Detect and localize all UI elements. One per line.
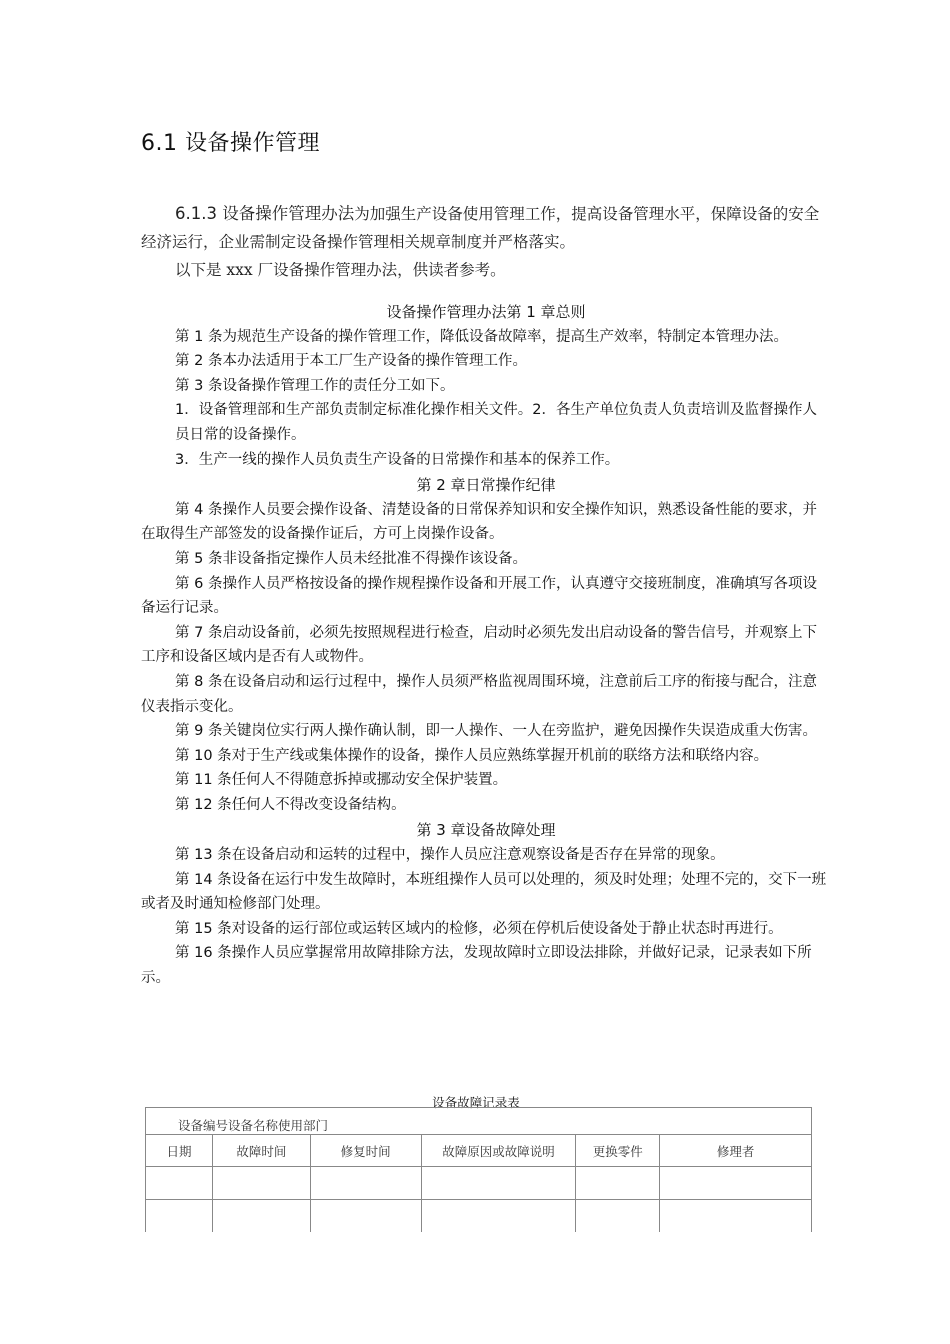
intro-text: 为加强生产设备使用管理工作，提高设备管理水平，保障设备的安全经济运行，企业需制定设备操作管理相关规章制度并严格落实。 <box>141 205 820 251</box>
header-fault-cause: 故障原因或故障说明 <box>421 1135 576 1167</box>
table-cell <box>310 1167 421 1200</box>
table-meta-cell: 设备编号设备名称使用部门 <box>146 1108 812 1135</box>
table-header-row <box>146 1135 812 1167</box>
table-cell <box>146 1167 213 1200</box>
table-meta-row <box>146 1108 812 1135</box>
article-13: 第 13 条在设备启动和运转的过程中，操作人员应注意观察设备是否存在异常的现象。 <box>175 847 725 864</box>
chapter-2-title: 第 2 章日常操作纪律 <box>416 476 556 495</box>
article-2: 第 2 条本办法适用于本工厂生产设备的操作管理工作。 <box>175 353 527 370</box>
article-7: 第 7 条启动设备前，必须先按照规程进行检查，启动时必须先发出启动设备的警告信号，并观察上下工序和设备区域内是否有人或物件。 <box>141 624 817 666</box>
regulation-body <box>141 299 831 991</box>
chapter-1-title: 设备操作管理办法第 1 章总则 <box>386 303 586 321</box>
table-row <box>146 1167 812 1200</box>
intro-block <box>141 200 831 284</box>
table-cell <box>212 1200 310 1233</box>
article-16: 第 16 条操作人员应掌握常用故障排除方法，发现故障时立即设法排除，并做好记录，记录表如下所示。 <box>141 945 812 987</box>
table-cell <box>576 1167 660 1200</box>
table-cell <box>576 1200 660 1233</box>
table-cell <box>660 1167 812 1200</box>
article-14: 第 14 条设备在运行中发生故障时，本班组操作人员可以处理的，须及时处理；处理不完的，交下一班或者及时通知检修部门处理。 <box>141 871 827 913</box>
header-date: 日期 <box>146 1135 213 1167</box>
article-4: 第 4 条操作人员要会操作设备、清楚设备的日常保养知识和安全操作知识，熟悉设备性能的要求，并在取得生产部签发的设备操作证后，方可上岗操作设备。 <box>141 501 817 543</box>
table-cell <box>421 1200 576 1233</box>
article-8: 第 8 条在设备启动和运行过程中，操作人员须严格监视周围环境，注意前后工序的衔接与配合，注意仪表指示变化。 <box>141 673 817 715</box>
table-caption: 设备故障记录表 <box>432 1095 520 1110</box>
article-3: 第 3 条设备操作管理工作的责任分工如下。 <box>175 377 455 394</box>
duty-item-3: 3．生产一线的操作人员负责生产设备的日常操作和基本的保养工作。 <box>175 451 620 468</box>
header-replaced-parts: 更换零件 <box>576 1135 660 1167</box>
article-15: 第 15 条对设备的运行部位或运转区域内的检修，必须在停机后使设备处于静止状态时再进行。 <box>175 920 783 937</box>
header-fault-time: 故障时间 <box>212 1135 310 1167</box>
table-cell <box>146 1200 213 1233</box>
article-5: 第 5 条非设备指定操作人员未经批准不得操作该设备。 <box>175 550 527 567</box>
article-10: 第 10 条对于生产线或集体操作的设备，操作人员应熟练掌握开机前的联络方法和联络内容。 <box>175 747 769 764</box>
intro-paragraph <box>141 200 831 256</box>
fault-record-table <box>145 1107 812 1232</box>
duty-item-1-2: 1．设备管理部和生产部负责制定标准化操作相关文件。2．各生产单位负责人负责培训及监督操作人员日常的设备操作。 <box>175 402 817 443</box>
header-repairer: 修理者 <box>660 1135 812 1167</box>
table-cell <box>212 1167 310 1200</box>
table-cell <box>310 1200 421 1233</box>
table-cell <box>660 1200 812 1233</box>
article-9: 第 9 条关键岗位实行两人操作确认制，即一人操作、一人在旁监护，避免因操作失误造成重大伤害。 <box>175 723 817 740</box>
article-1: 第 1 条为规范生产设备的操作管理工作，降低设备故障率，提高生产效率，特制定本管理办法。 <box>175 328 788 345</box>
article-6: 第 6 条操作人员严格按设备的操作规程操作设备和开展工作，认真遵守交接班制度，准确填写各项设备运行记录。 <box>141 575 817 617</box>
table-cell <box>421 1167 576 1200</box>
article-12: 第 12 条任何人不得改变设备结构。 <box>175 796 406 813</box>
intro-reference: 以下是 xxx 厂设备操作管理办法，供读者参考。 <box>175 261 506 279</box>
header-repair-time: 修复时间 <box>310 1135 421 1167</box>
intro-lead: 6.1.3 设备操作管理办法 <box>175 204 355 223</box>
section-heading: 6.1 设备操作管理 <box>141 131 320 156</box>
article-11: 第 11 条任何人不得随意拆掉或挪动安全保护装置。 <box>175 772 508 789</box>
table-row <box>146 1200 812 1233</box>
chapter-3-title: 第 3 章设备故障处理 <box>416 821 556 840</box>
